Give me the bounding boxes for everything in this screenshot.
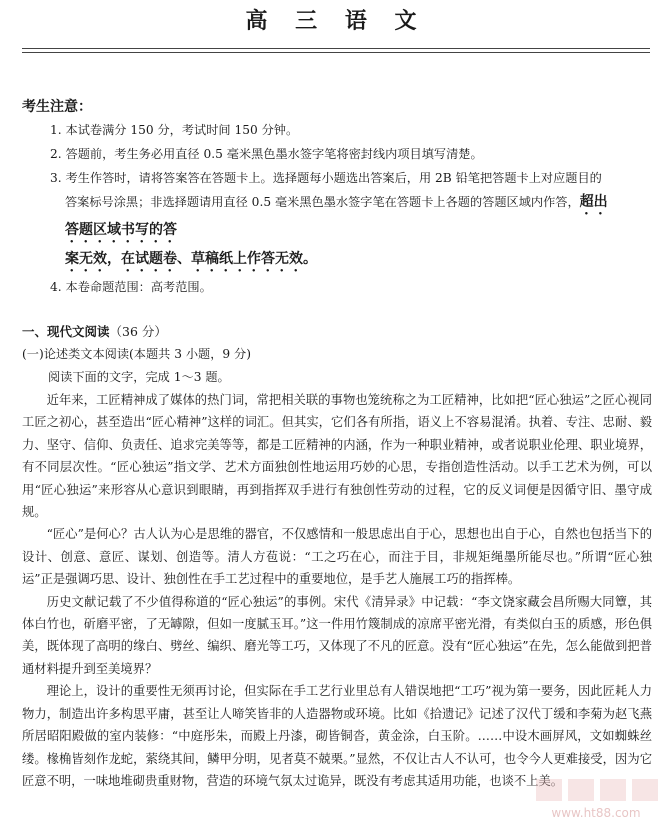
- title-rule-bottom: [22, 52, 650, 53]
- notice-item-2: 2. 答题前，考生务必用直径 0.5 毫米黑色墨水签字笔将密封线内项目填写清楚。: [50, 147, 483, 161]
- notice-heading: 考生注意：: [22, 99, 92, 115]
- section-1-title: 一、现代文阅读: [22, 324, 110, 339]
- article-body: [22, 389, 652, 792]
- page-title: 高 三 语 文: [245, 9, 427, 34]
- notice-item-3-emphasis-b: 案无效，在试题卷、草稿纸上作答无效。: [65, 251, 317, 267]
- notice-item-3-text: 3. 考生作答时，请将答案答在答题卡上。选择题每小题选出答案后，用 2B 铅笔把答题卡上对应题目的答案标号涂黑；非选择题请用直径 0.5 毫米黑色墨水签字笔在答题卡上各题的答题区域内作答，: [50, 171, 602, 209]
- site-watermark: [526, 773, 666, 821]
- notice-item-4: 4. 本卷命题范围：高考范围。: [50, 280, 212, 294]
- article-paragraph-3: 历史文献记载了不少值得称道的“匠心独运”的事例。宋代《清异录》中记载：“李文饶家藏会昌所赐大同簟，其体白竹也，斫磨平密，了无罅隙，但如一度腻玉耳。”这一件用竹篾制成的凉席平密光滑，有类似白玉的质感，形色俱美，既体现了高明的缘白、劈丝、编织、磨光等工巧，又体现了不凡的匠意。没有“匠心独运”在先，怎么能做到把普通材料提升到至美境界？: [22, 594, 652, 676]
- watermark-mark-2: [568, 779, 594, 801]
- watermark-url: www.ht88.com: [551, 806, 641, 820]
- reading-instruction: 阅读下面的文字，完成 1～3 题。: [48, 370, 230, 384]
- notice-item-3-emphasis-a: 超出答题区域书写的答: [65, 194, 608, 238]
- notice-item-3: [50, 166, 610, 275]
- article-paragraph-1: 近年来，工匠精神成了媒体的热门词，常把相关联的事物也笼统称之为工匠精神，比如把“匠心独运”之匠心视同工匠之初心，甚至造出“匠心精神”这样的词汇。但其实，它们各有所指，语义上不容易混淆。执着、专注、忠耐、毅力、坚守、信仰、负责任、追求完美等等，都是工匠精神的内涵，作为一种职业精神，或者说职业伦理、职业境界，有不同层次性。“匠心独运”指文学、艺术方面独创性地运用巧妙的心思，专指创造性活动。以手工艺术为例，可以用“匠心独运”来形容从心意识到眼睛，再到指挥双手进行有独创性劳动的过程，它的反义词便是因循守旧、墨守成规。: [22, 393, 652, 520]
- watermark-mark-4: [632, 779, 658, 801]
- article-paragraph-4: 理论上，设计的重要性无须再讨论，但实际在手工艺行业里总有人错误地把“工巧”视为第一要务，因此匠耗人力物力，制造出许多构思平庸，甚至让人啼笑皆非的人造器物或环境。比如《拾遗记》记述了汉代丁缓和李菊为赵飞燕所居昭阳殿做的室内装修：“中庭彤朱，而殿上丹漆，砌皆铜沓，黄金涂，白玉阶。……中设木画屏风，文如蜘蛛丝缕。椽桷皆刻作龙蛇，萦绕其间，鳞甲分明，见者莫不兢栗。”显然，不仅让古人不认可，也令今人更难接受，因为它匠意不明，一味地堆砌贵重财物，营造的环境气氛太过诡异，既没有考虑其适用功能，也谈不上美。: [22, 684, 652, 788]
- watermark-mark-3: [600, 779, 626, 801]
- section-1-heading: [22, 322, 167, 340]
- subsection-1-heading: (一)论述类文本阅读(本题共 3 小题，9 分): [22, 347, 251, 361]
- notice-item-1: 1. 本试卷满分 150 分，考试时间 150 分钟。: [50, 123, 299, 137]
- notice-list: [50, 118, 610, 299]
- watermark-mark-1: [536, 779, 562, 801]
- article-paragraph-2: “匠心”是何心？古人认为心是思维的器官，不仅感情和一般思虑出自于心，思想也出自于心，自然也包括当下的设计、创意、意匠、谋划、创造等。清人方苞说：“工之巧在心，而注于目，非规矩绳墨所能尽也。”所谓“匠心独运”正是强调巧思、设计、独创性在手工艺过程中的重要地位，是手艺人施展工巧的指挥棒。: [22, 527, 652, 587]
- section-1-points: （36 分）: [109, 324, 167, 339]
- title-rule-top: [22, 48, 650, 49]
